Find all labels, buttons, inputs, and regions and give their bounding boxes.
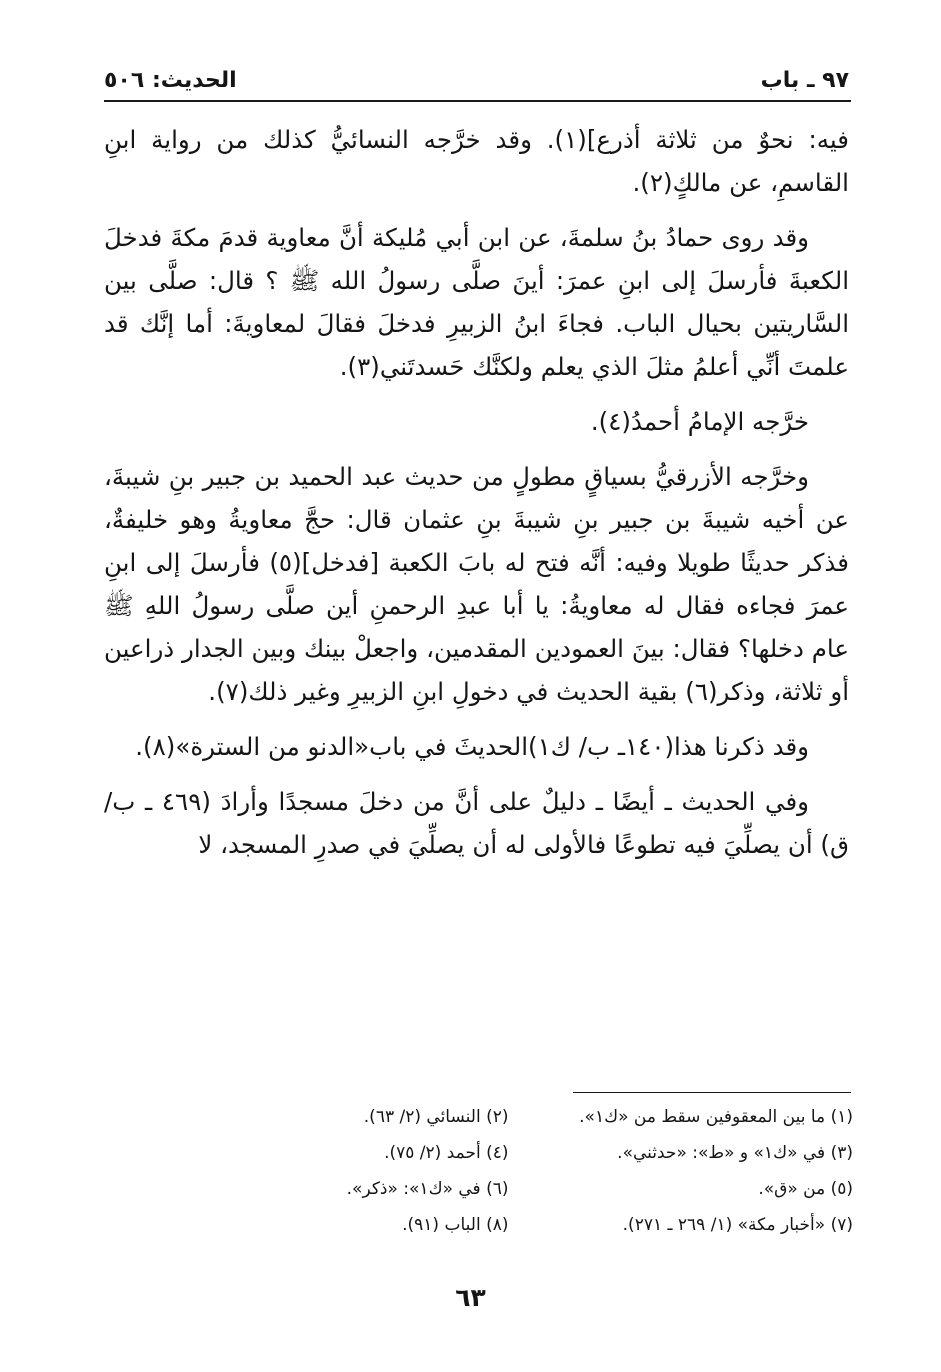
- chapter-title: ٩٧ ـ باب: [760, 67, 849, 93]
- hadith-number: الحديث: ٥٠٦: [104, 67, 237, 93]
- footnote: (١) ما بين المعقوفين سقط من «ك١».: [579, 1107, 853, 1127]
- running-header: [104, 62, 849, 98]
- header-rule: [104, 100, 851, 102]
- footnote: (٧) «أخبار مكة» (١/ ٢٦٩ ـ ٢٧١).: [622, 1215, 853, 1235]
- footnote: (٥) من «ق».: [758, 1179, 853, 1199]
- footnote: (٨) الباب (٩١).: [402, 1215, 509, 1235]
- footnote-rule: [573, 1092, 851, 1093]
- main-text: [104, 118, 849, 878]
- footnote: (٤) أحمد (٢/ ٧٥).: [384, 1143, 509, 1163]
- paragraph: وفي الحديث ـ أيضًا ـ دليلٌ على أنَّ من دخلَ مسجدًا وأرادَ (٤٦٩ ـ ب/ ق) أن يصلِّيَ فيه تطوعًا فالأولى له أن يصلِّيَ في صدرِ المسجد، لا: [104, 787, 849, 859]
- paragraph: وقد روى حمادُ بنُ سلمةَ، عن ابن أبي مُليكة أنَّ معاوية قدمَ مكةَ فدخلَ الكعبةَ فأرسلَ إلى ابنِ عمرَ: أينَ صلَّى رسولُ الله ﷺ ؟ قال: صلَّى بين السَّاريتين بحيال الباب. فجاءَ ابنُ الزبيرِ فدخلَ فقالَ لمعاويةَ: أما إنَّك قد علمتَ أنِّي أعلمُ مثلَ الذي يعلم ولكنَّك حَسدتَني(٣).: [104, 223, 849, 381]
- paragraph: وقد ذكرنا هذا(١٤٠ـ ب/ ك١)الحديثَ في باب«الدنو من السترة»(٨).: [135, 732, 809, 761]
- paragraph: خرَّجه الإمامُ أحمدُ(٤).: [590, 407, 809, 436]
- footnote: (٢) النسائي (٢/ ٦٣).: [363, 1107, 509, 1127]
- page-number: ٦٣: [455, 1283, 486, 1312]
- footnote: (٦) في «ك١»: «ذكر».: [346, 1179, 509, 1199]
- paragraph: فيه: نحوٌ من ثلاثة أذرع](١). وقد خرَّجه النسائيُّ كذلك من رواية ابنِ القاسمِ، عن مالكٍ(٢).: [104, 125, 849, 197]
- footnote: (٣) في «ك١» و «ط»: «حدثني».: [617, 1143, 853, 1163]
- paragraph: وخرَّجه الأزرقيُّ بسياقٍ مطولٍ من حديث عبد الحميد بن جبير بنِ شيبةَ، عن أخيه شيبةَ بن جبير بنِ شيبةَ بنِ عثمان قال: حجَّ معاويةُ وهو خليفةٌ، فذكر حديثًا طويلا وفيه: أنَّه فتح له بابَ الكعبة [فدخل](٥) فأرسلَ إلى ابنِ عمرَ فجاءه فقال له معاويةُ: يا أبا عبدِ الرحمنِ أين صلَّى رسولُ اللهِ ﷺ عام دخلها؟ فقال: بينَ العمودين المقدمين، واجعلْ بينك وبين الجدار ذراعين أو ثلاثة، وذكر(٦) بقية الحديث في دخولِ ابنِ الزبيرِ وغير ذلك(٧).: [104, 462, 850, 706]
- footnotes: [200, 1100, 853, 1242]
